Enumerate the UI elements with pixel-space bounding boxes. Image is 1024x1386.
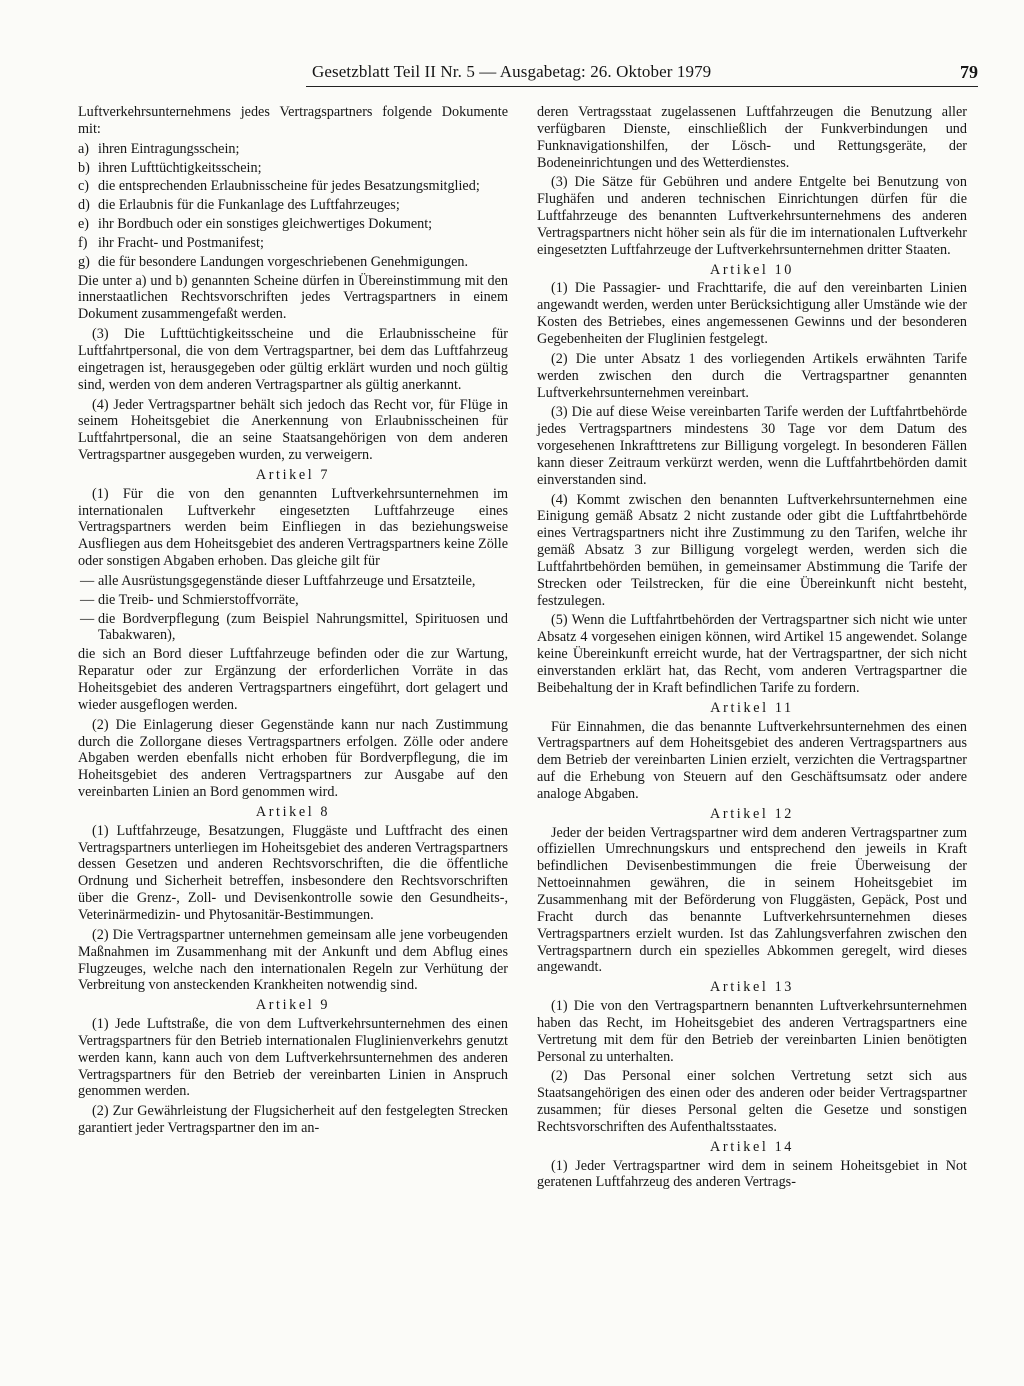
paragraph: (1) Für die von den genannten Luftverkehrsunternehmen im internationalen Luftverkehr eingesetzten Luftfahrzeuge eines Vertragspartners werden beim Einfliegen in das beziehungsweise Ausfliegen aus dem Hoheitsgebiet des anderen Vertragspartners keine Zölle oder sonstigen Abgaben erhoben. Das gleiche gilt für — [78, 485, 508, 570]
paragraph: Luftverkehrsunternehmens jedes Vertragspartners folgende Dokumente mit: — [78, 104, 508, 137]
list-item: — alle Ausrüstungsgegenstände dieser Luftfahrzeuge und Ersatzteile, — [80, 572, 476, 589]
article-heading: Artikel 12 — [710, 805, 794, 822]
article-heading: Artikel 14 — [710, 1138, 794, 1155]
paragraph: Für Einnahmen, die das benannte Luftverkehrsunternehmen des einen Vertragspartners auf dem Hoheitsgebiet des anderen Vertragspartners aus dem Betrieb der vereinbarten Linien erzielt, verzichten die Vertragspartner auf die Erhebung von Steuern auf den Geschäftsumsatz oder andere analoge Abgaben. — [537, 718, 967, 802]
running-title: Gesetzblatt Teil II Nr. 5 — Ausgabetag: 26. Oktober 1979 — [312, 62, 712, 81]
list-item: c) die entsprechenden Erlaubnisscheine für jedes Besatzungsmitglied; — [78, 178, 480, 195]
list-item: — die Bordverpflegung (zum Beispiel Nahrungsmittel, Spirituosen und Tabakwaren), — [80, 610, 508, 644]
article-heading: Artikel 13 — [710, 979, 794, 996]
page-header — [78, 62, 978, 88]
document-list — [78, 141, 508, 271]
article-heading: Artikel 10 — [710, 261, 794, 278]
article-heading: Artikel 9 — [255, 997, 331, 1014]
paragraph: (2) Die Vertragspartner unternehmen gemeinsam alle jene vorbeugenden Maßnahmen im Zusammenhang mit der Ankunft und dem Abflug eines Flugzeuges, welche nach den internationalen Regeln zur Verhütung der Verbreitung von ansteckenden Krankheiten notwendig sind. — [78, 926, 508, 994]
list-item: d) die Erlaubnis für die Funkanlage des Luftfahrzeuges; — [78, 197, 400, 214]
paragraph: (4) Kommt zwischen den benannten Luftverkehrsunternehmen eine Einigung gemäß Absatz 2 nicht zustande oder gibt die Luftfahrtbehörde eines Vertragspartners nicht ihre Zustimmung zu den Tarifen, welche ihr gemäß Absatz 3 zur Billigung vorgelegt werden, werden sich die Luftfahrtbehörden bemühen, in gemeinsamer Abstimmung die Tarife der Strecken oder Teilstrecken, für die eine Übereinkunft nicht besteht, festzulegen. — [537, 491, 967, 609]
list-item: f) ihr Fracht- und Postmanifest; — [78, 234, 264, 251]
paragraph: (3) Die Lufttüchtigkeitsscheine und die Erlaubnisscheine für Luftfahrtpersonal, die von dem Vertragspartner, bei dem das Luftfahrzeug eingetragen ist, herausgegeben oder gültig erklärt wurden und noch gültig sind, werden von dem anderen Vertragspartner als gültig anerkannt. — [78, 326, 508, 393]
paragraph: deren Vertragsstaat zugelassenen Luftfahrzeugen die Benutzung aller verfügbaren Dienste, einschließlich der Funkverbindungen und Funknavigationshilfen, der Lösch- und Rettungsgeräte, der Bodeneinrichtungen und des Wetterdienstes. — [537, 104, 967, 171]
paragraph: (3) Die auf diese Weise vereinbarten Tarife werden der Luftfahrtbehörde jedes Vertragspartners mindestens 30 Tage vor dem Datum des vorgesehenen Inkrafttretens zur Billigung vorgelegt. In besonderen Fällen kann dieser Zeitraum verkürzt werden, wenn die Luftfahrtbehörden damit einverstanden sind. — [537, 404, 967, 488]
list-item: g) die für besondere Landungen vorgeschriebenen Genehmigungen. — [78, 253, 469, 270]
paragraph: (4) Jeder Vertragspartner behält sich jedoch das Recht vor, für Flüge in seinem Hoheitsgebiet die Anerkennung von Erlaubnisscheinen für Luftfahrtpersonal, die an seine Staatsangehörigen von dem anderen Vertragspartner ausgegeben wurden, zu verweigern. — [78, 396, 508, 464]
paragraph: (1) Die von den Vertragspartnern benannten Luftverkehrsunternehmen haben das Recht, im Hoheitsgebiet des anderen Vertragspartners eine Vertretung mit dem für den Betrieb der vereinbarten Linien benötigten Personal zu unterhalten. — [537, 998, 967, 1065]
article-heading: Artikel 11 — [710, 699, 794, 716]
paragraph: (1) Jede Luftstraße, die von dem Luftverkehrsunternehmen des einen Vertragspartners für den Betrieb internationalen Fluglinienverkehrs genutzt werden kann, kann auch von dem Luftverkehrsunternehmen des anderen Vertragspartners für den Betrieb der vereinbarten Linien in Anspruch genommen werden. — [78, 1016, 508, 1100]
paragraph: (2) Die unter Absatz 1 des vorliegenden Artikels erwähnten Tarife werden zwischen den durch die Vertragspartner genannten Luftverkehrsunternehmen vereinbart. — [537, 350, 967, 401]
list-item: e) ihr Bordbuch oder ein sonstiges gleichwertiges Dokument; — [78, 216, 433, 233]
paragraph: Die unter a) und b) genannten Scheine dürfen in Übereinstimmung mit den innerstaatlichen Rechtsvorschriften jedes Vertragspartners in einem Dokument zusammengefaßt werden. — [78, 272, 508, 323]
paragraph: die sich an Bord dieser Luftfahrzeuge befinden oder die zur Wartung, Reparatur oder zur Ergänzung der erforderlichen Vorräte in das Hoheitsgebiet des anderen Vertragspartners eingeführt, dort gelagert und wieder ausgeflogen werden. — [78, 646, 508, 713]
paragraph: (1) Luftfahrzeuge, Besatzungen, Fluggäste und Luftfracht des einen Vertragspartners unterliegen im Hoheitsgebiet des anderen Vertragspartners dessen Gesetzen und anderen Rechtsvorschriften, die die öffentliche Ordnung und Sicherheit betreffen, insbesondere den Rechtsvorschriften über die Grenz-, Zoll- und Devisenkontrolle sowie den Gesundheits-, Veterinärmedizin- und Phytosanitär-Bestimmungen. — [78, 822, 508, 923]
article-heading: Artikel 7 — [255, 466, 331, 483]
list-item: — die Treib- und Schmierstoffvorräte, — [80, 591, 299, 608]
header-rule — [306, 86, 978, 87]
paragraph: (2) Das Personal einer solchen Vertretung setzt sich aus Staatsangehörigen des einen oder des anderen oder beider Vertragspartner zusammen; für dieses Personal gelten die Gesetze und sonstigen Rechtsvorschriften des Aufenthaltsstaates. — [537, 1068, 967, 1135]
left-column — [78, 104, 508, 1140]
paragraph: (2) Zur Gewährleistung der Flugsicherheit auf den festgelegten Strecken garantiert jeder Vertragspartner den im an- — [78, 1103, 508, 1137]
right-column — [537, 104, 967, 1194]
paragraph: (3) Die Sätze für Gebühren und andere Entgelte bei Benutzung von Flughäfen und anderen technischen Einrichtungen dürfen für die Luftfahrzeuge des benannten Luftverkehrsunternehmens des anderen Vertragspartners nicht höher sein als für die im internationalen Luftverkehr eingesetzten Luftfahrzeuge der Luftverkehrsunternehmen dritter Staaten. — [537, 174, 967, 258]
paragraph: Jeder der beiden Vertragspartner wird dem anderen Vertragspartner zum offiziellen Umrechnungskurs und entsprechend den jeweils in Kraft befindlichen Devisenbestimmungen die freie Überweisung der Nettoeinnahmen gewähren, die in seinem Hoheitsgebiet im Zusammenhang mit der Beförderung von Fluggästen, Gepäck, Post und Fracht durch das benannte Luftverkehrsunternehmen dieses Vertragspartners erzielt wurden. Ist das Zahlungsverfahren zwischen den Vertragspartnern durch ein spezielles Abkommen geregelt, wird dieses angewandt. — [537, 824, 967, 976]
page-number: 79 — [960, 62, 978, 82]
paragraph: (5) Wenn die Luftfahrtbehörden der Vertragspartner sich nicht wie unter Absatz 4 vorgesehen einigen können, wird Artikel 15 angewendet. Solange keine Übereinkunft erreicht wurde, hat der Vertragspartner, der sich nicht einverstanden erklärt hat, das Recht, vom anderen Vertragspartner die Beibehaltung der in Kraft befindlichen Tarife zu fordern. — [537, 612, 967, 696]
list-item: b) ihren Lufttüchtigkeitsschein; — [78, 159, 262, 176]
list-item: a) ihren Eintragungsschein; — [78, 140, 240, 157]
article-heading: Artikel 8 — [255, 803, 331, 820]
paragraph: (1) Die Passagier- und Frachttarife, die auf den vereinbarten Linien angewandt werden, werden unter Berücksichtigung aller Umstände wie der Kosten des Betriebes, eines angemessenen Gewinns und der besonderen Gegebenheiten der Fluglinien festgelegt. — [537, 280, 967, 347]
dash-list — [78, 573, 508, 644]
paragraph: (2) Die Einlagerung dieser Gegenstände kann nur nach Zustimmung durch die Zollorgane dieses Vertragspartners erfolgen. Zölle oder andere Abgaben werden ebenfalls nicht erhoben für Bordverpflegung, die im Hoheitsgebiet des anderen Vertragspartners zur Ausgabe auf den vereinbarten Linien an Bord genommen wird. — [78, 716, 508, 801]
paragraph: (1) Jeder Vertragspartner wird dem in seinem Hoheitsgebiet in Not geratenen Luftfahrzeug des anderen Vertrags- — [537, 1157, 967, 1191]
